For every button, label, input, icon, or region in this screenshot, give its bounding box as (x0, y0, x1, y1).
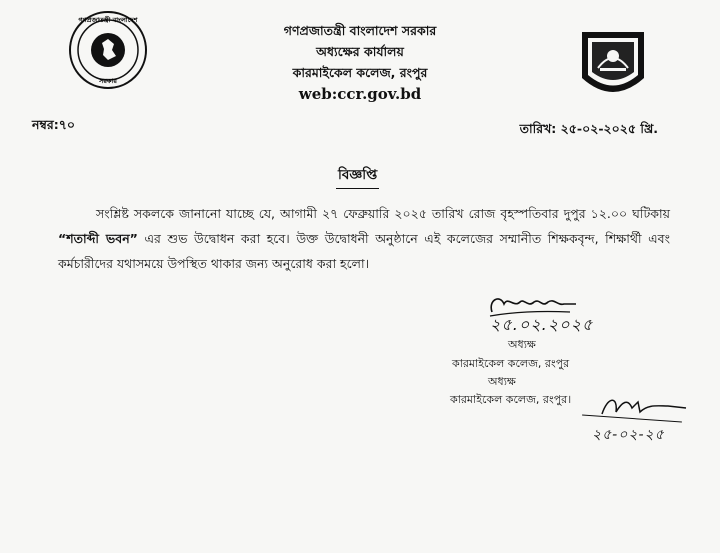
seal-ring-top: গণপ্রজাতন্ত্রী বাংলাদেশ (78, 16, 138, 24)
signature-1-date: ২৫.০২.২০২৫ (490, 315, 594, 334)
signature-1-institution: কারমাইকেল কলেজ, রংপুর (452, 357, 570, 370)
government-seal-icon (68, 10, 148, 90)
body-highlight: “শতাব্দী ভবন” (58, 231, 138, 246)
government-name: গণপ্রজাতন্ত্রী বাংলাদেশ সরকার (283, 23, 437, 38)
memo-number: নম্বর:৭০ (32, 117, 75, 132)
letterhead (230, 20, 490, 105)
website: web:ccr.gov.bd (298, 85, 422, 103)
college-name: কারমাইকেল কলেজ, রংপুর (292, 65, 428, 80)
office-name: অধ্যক্ষের কার্যালয় (316, 44, 404, 59)
body-part1: সংশ্লিষ্ট সকলকে জানানো যাচ্ছে যে, আগামী ২৭ ফেব্রুয়ারি ২০২৫ তারিখ রোজ বৃহস্পতিবার দুপুর ১২.০০ ঘটিকায় (96, 206, 670, 221)
notice-body (58, 201, 670, 276)
seal-ring-bottom: সরকার (99, 77, 117, 85)
signature-1-designation: অধ্যক্ষ (508, 338, 536, 351)
notice-title: বিজ্ঞপ্তি (336, 164, 379, 189)
stamp-designation: অধ্যক্ষ (488, 375, 516, 388)
issue-date: তারিখ: ২৫-০২-২০২৫ খ্রি. (519, 121, 658, 136)
signature-2-date: ২৫-০২-২৫ (592, 427, 665, 443)
body-part2: এর শুভ উদ্বোধন করা হবে। উক্ত উদ্বোধনী অনুষ্ঠানে এই কলেজের সম্মানীত শিক্ষকবৃন্দ, শিক্ষার্থী এবং কর্মচারীদের যথাসময়ে উপস্থিত থাকার জন্য অনুরোধ করা হলো। (58, 231, 670, 271)
stamp-institution: কারমাইকেল কলেজ, রংপুর। (450, 393, 572, 406)
college-logo-icon (578, 28, 648, 106)
